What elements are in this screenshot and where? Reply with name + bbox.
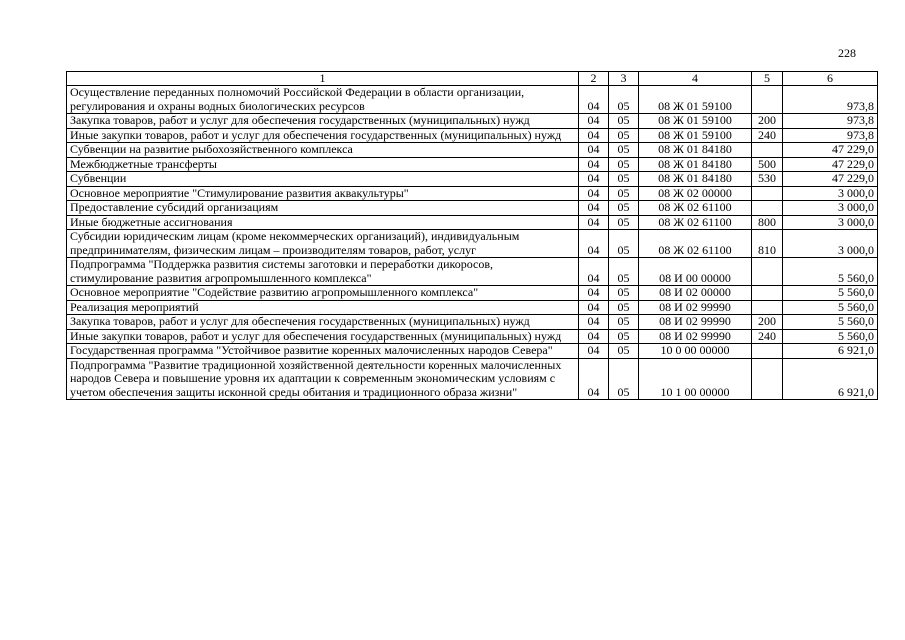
row-subsection-cell: 05 bbox=[609, 86, 639, 114]
page-number: 228 bbox=[838, 46, 856, 60]
row-section-cell: 04 bbox=[579, 128, 609, 143]
row-amount-cell: 6 921,0 bbox=[783, 358, 878, 400]
table-row bbox=[67, 143, 878, 158]
row-name-cell: Реализация мероприятий bbox=[67, 300, 579, 315]
table-row bbox=[67, 215, 878, 230]
row-expense-type-cell bbox=[752, 344, 783, 359]
row-subsection-cell: 05 bbox=[609, 344, 639, 359]
row-name-cell: Основное мероприятие "Стимулирование развития аквакультуры" bbox=[67, 186, 579, 201]
table-row bbox=[67, 230, 878, 258]
row-name-cell: Межбюджетные трансферты bbox=[67, 157, 579, 172]
row-name-cell: Закупка товаров, работ и услуг для обеспечения государственных (муниципальных) нужд bbox=[67, 114, 579, 129]
row-expense-type-cell bbox=[752, 143, 783, 158]
row-target-article-cell: 10 1 00 00000 bbox=[639, 358, 752, 400]
table-row bbox=[67, 286, 878, 301]
row-target-article-cell: 08 Ж 02 61100 bbox=[639, 215, 752, 230]
budget-table bbox=[66, 71, 878, 400]
row-amount-cell: 973,8 bbox=[783, 86, 878, 114]
table-row bbox=[67, 86, 878, 114]
row-expense-type-cell bbox=[752, 300, 783, 315]
row-section-cell: 04 bbox=[579, 86, 609, 114]
table-row bbox=[67, 358, 878, 400]
row-name-cell: Закупка товаров, работ и услуг для обеспечения государственных (муниципальных) нужд bbox=[67, 315, 579, 330]
row-target-article-cell: 08 Ж 02 61100 bbox=[639, 201, 752, 216]
row-amount-cell: 3 000,0 bbox=[783, 230, 878, 258]
row-target-article-cell: 08 И 02 99990 bbox=[639, 315, 752, 330]
row-amount-cell: 3 000,0 bbox=[783, 201, 878, 216]
row-target-article-cell: 08 Ж 01 59100 bbox=[639, 86, 752, 114]
table-row bbox=[67, 186, 878, 201]
row-section-cell: 04 bbox=[579, 172, 609, 187]
row-name-cell: Субсидии юридическим лицам (кроме некоммерческих организаций), индивидуальным предпринимателям, физическим лицам – производителям товаров, работ, услуг bbox=[67, 230, 579, 258]
row-expense-type-cell: 200 bbox=[752, 315, 783, 330]
table-row bbox=[67, 315, 878, 330]
row-name-cell: Подпрограмма "Поддержка развития системы заготовки и переработки дикоросов, стимулирование развития агропромышленного комплекса" bbox=[67, 258, 579, 286]
row-subsection-cell: 05 bbox=[609, 128, 639, 143]
row-expense-type-cell bbox=[752, 358, 783, 400]
row-subsection-cell: 05 bbox=[609, 114, 639, 129]
row-expense-type-cell: 240 bbox=[752, 329, 783, 344]
row-target-article-cell: 08 И 02 00000 bbox=[639, 286, 752, 301]
row-amount-cell: 3 000,0 bbox=[783, 215, 878, 230]
row-subsection-cell: 05 bbox=[609, 329, 639, 344]
row-subsection-cell: 05 bbox=[609, 230, 639, 258]
row-section-cell: 04 bbox=[579, 157, 609, 172]
header-cell: 4 bbox=[639, 72, 752, 86]
table-row bbox=[67, 172, 878, 187]
row-subsection-cell: 05 bbox=[609, 186, 639, 201]
row-target-article-cell: 08 И 02 99990 bbox=[639, 329, 752, 344]
table-row bbox=[67, 201, 878, 216]
row-target-article-cell: 08 Ж 01 59100 bbox=[639, 128, 752, 143]
header-cell: 5 bbox=[752, 72, 783, 86]
row-amount-cell: 47 229,0 bbox=[783, 157, 878, 172]
header-row bbox=[67, 72, 878, 86]
table-row bbox=[67, 157, 878, 172]
row-section-cell: 04 bbox=[579, 300, 609, 315]
row-expense-type-cell bbox=[752, 258, 783, 286]
row-subsection-cell: 05 bbox=[609, 215, 639, 230]
row-section-cell: 04 bbox=[579, 329, 609, 344]
row-expense-type-cell: 500 bbox=[752, 157, 783, 172]
table-row bbox=[67, 128, 878, 143]
row-section-cell: 04 bbox=[579, 258, 609, 286]
row-expense-type-cell: 530 bbox=[752, 172, 783, 187]
row-amount-cell: 5 560,0 bbox=[783, 300, 878, 315]
row-subsection-cell: 05 bbox=[609, 143, 639, 158]
row-name-cell: Иные закупки товаров, работ и услуг для обеспечения государственных (муниципальных) нужд bbox=[67, 128, 579, 143]
row-target-article-cell: 08 Ж 01 84180 bbox=[639, 172, 752, 187]
row-subsection-cell: 05 bbox=[609, 201, 639, 216]
row-section-cell: 04 bbox=[579, 344, 609, 359]
row-expense-type-cell: 240 bbox=[752, 128, 783, 143]
table-row bbox=[67, 344, 878, 359]
row-subsection-cell: 05 bbox=[609, 300, 639, 315]
row-name-cell: Субвенции на развитие рыбохозяйственного комплекса bbox=[67, 143, 579, 158]
row-target-article-cell: 08 И 00 00000 bbox=[639, 258, 752, 286]
header-cell: 6 bbox=[783, 72, 878, 86]
row-target-article-cell: 08 И 02 99990 bbox=[639, 300, 752, 315]
header-cell: 2 bbox=[579, 72, 609, 86]
row-amount-cell: 47 229,0 bbox=[783, 143, 878, 158]
row-section-cell: 04 bbox=[579, 201, 609, 216]
row-amount-cell: 5 560,0 bbox=[783, 258, 878, 286]
header-cell: 1 bbox=[67, 72, 579, 86]
row-target-article-cell: 08 Ж 01 59100 bbox=[639, 114, 752, 129]
row-target-article-cell: 08 Ж 01 84180 bbox=[639, 143, 752, 158]
row-name-cell: Основное мероприятие "Содействие развитию агропромышленного комплекса" bbox=[67, 286, 579, 301]
row-section-cell: 04 bbox=[579, 143, 609, 158]
row-subsection-cell: 05 bbox=[609, 286, 639, 301]
row-expense-type-cell bbox=[752, 186, 783, 201]
row-section-cell: 04 bbox=[579, 315, 609, 330]
row-amount-cell: 973,8 bbox=[783, 128, 878, 143]
row-section-cell: 04 bbox=[579, 215, 609, 230]
row-name-cell: Иные закупки товаров, работ и услуг для обеспечения государственных (муниципальных) нужд bbox=[67, 329, 579, 344]
table-row bbox=[67, 329, 878, 344]
row-expense-type-cell bbox=[752, 201, 783, 216]
row-amount-cell: 5 560,0 bbox=[783, 286, 878, 301]
row-section-cell: 04 bbox=[579, 358, 609, 400]
row-section-cell: 04 bbox=[579, 286, 609, 301]
row-name-cell: Предоставление субсидий организациям bbox=[67, 201, 579, 216]
row-amount-cell: 47 229,0 bbox=[783, 172, 878, 187]
row-name-cell: Подпрограмма "Развитие традиционной хозяйственной деятельности коренных малочисленных народов Севера и повышение уровня их адаптации к современным экономическим условиям с учетом обеспечения защиты исконной среды обитания и традиционного образа жизни" bbox=[67, 358, 579, 400]
row-expense-type-cell bbox=[752, 86, 783, 114]
row-section-cell: 04 bbox=[579, 114, 609, 129]
table-row bbox=[67, 258, 878, 286]
row-name-cell: Субвенции bbox=[67, 172, 579, 187]
row-subsection-cell: 05 bbox=[609, 258, 639, 286]
row-expense-type-cell: 200 bbox=[752, 114, 783, 129]
row-subsection-cell: 05 bbox=[609, 358, 639, 400]
row-name-cell: Иные бюджетные ассигнования bbox=[67, 215, 579, 230]
row-section-cell: 04 bbox=[579, 186, 609, 201]
row-section-cell: 04 bbox=[579, 230, 609, 258]
row-expense-type-cell: 800 bbox=[752, 215, 783, 230]
row-target-article-cell: 08 Ж 02 61100 bbox=[639, 230, 752, 258]
row-target-article-cell: 08 Ж 02 00000 bbox=[639, 186, 752, 201]
row-subsection-cell: 05 bbox=[609, 157, 639, 172]
table-row bbox=[67, 114, 878, 129]
table-body bbox=[67, 86, 878, 400]
row-amount-cell: 5 560,0 bbox=[783, 315, 878, 330]
row-target-article-cell: 10 0 00 00000 bbox=[639, 344, 752, 359]
row-amount-cell: 5 560,0 bbox=[783, 329, 878, 344]
row-name-cell: Осуществление переданных полномочий Российской Федерации в области организации, регулирования и охраны водных биологических ресурсов bbox=[67, 86, 579, 114]
row-expense-type-cell bbox=[752, 286, 783, 301]
row-amount-cell: 3 000,0 bbox=[783, 186, 878, 201]
row-subsection-cell: 05 bbox=[609, 315, 639, 330]
table-row bbox=[67, 300, 878, 315]
header-cell: 3 bbox=[609, 72, 639, 86]
row-expense-type-cell: 810 bbox=[752, 230, 783, 258]
row-amount-cell: 6 921,0 bbox=[783, 344, 878, 359]
row-subsection-cell: 05 bbox=[609, 172, 639, 187]
row-name-cell: Государственная программа "Устойчивое развитие коренных малочисленных народов Севера" bbox=[67, 344, 579, 359]
row-amount-cell: 973,8 bbox=[783, 114, 878, 129]
row-target-article-cell: 08 Ж 01 84180 bbox=[639, 157, 752, 172]
